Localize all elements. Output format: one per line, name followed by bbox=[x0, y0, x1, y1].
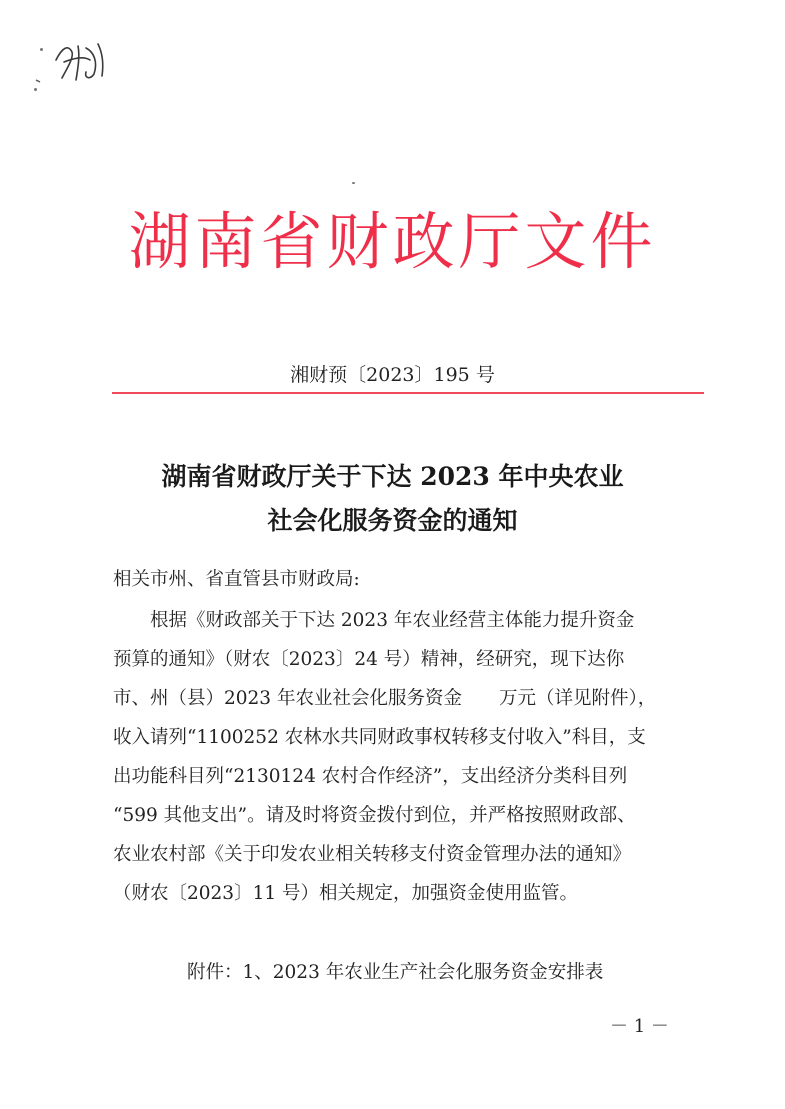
body-line: 收入请列“1100252 农林水共同财政事权转移支付收入”科目，支 bbox=[113, 727, 646, 748]
addressee: 相关市州、省直管县市财政局: bbox=[113, 569, 360, 590]
handwritten-signature bbox=[28, 18, 128, 98]
page-number: － 1 － bbox=[610, 1016, 669, 1037]
body-line: （财农〔2023〕11 号）相关规定，加强资金使用监管。 bbox=[113, 883, 579, 904]
scan-speck bbox=[34, 88, 37, 91]
body-line: 出功能科目列“2130124 农村合作经济”，支出经济分类科目列 bbox=[113, 766, 628, 787]
notice-body bbox=[113, 601, 713, 913]
scan-speck bbox=[40, 48, 43, 51]
body-line: 农业农村部《关于印发农业相关转移支付资金管理办法的通知》 bbox=[113, 844, 632, 865]
body-line: 预算的通知》（财农〔2023〕24 号）精神，经研究，现下达你 bbox=[113, 649, 625, 670]
body-line: 市、州（县）2023 年农业社会化服务资金 万元（详见附件）， bbox=[113, 688, 657, 709]
document-number: 湘财预〔2023〕195 号 bbox=[290, 364, 495, 386]
scan-speck bbox=[352, 182, 355, 184]
red-divider-line bbox=[112, 392, 704, 394]
notice-title-line-2: 社会化服务资金的通知 bbox=[267, 506, 518, 535]
notice-title bbox=[0, 455, 785, 543]
document-header-title: 湖南省财政厅文件 bbox=[128, 205, 657, 278]
body-line: “599 其他支出”。请及时将资金拨付到位，并严格按照财政部、 bbox=[113, 805, 636, 826]
notice-title-line-1: 湖南省财政厅关于下达 2023 年中央农业 bbox=[161, 462, 624, 491]
attachment-note: 附件：1、2023 年农业生产社会化服务资金安排表 bbox=[187, 962, 604, 983]
body-line: 根据《财政部关于下达 2023 年农业经营主体能力提升资金 bbox=[150, 610, 635, 631]
